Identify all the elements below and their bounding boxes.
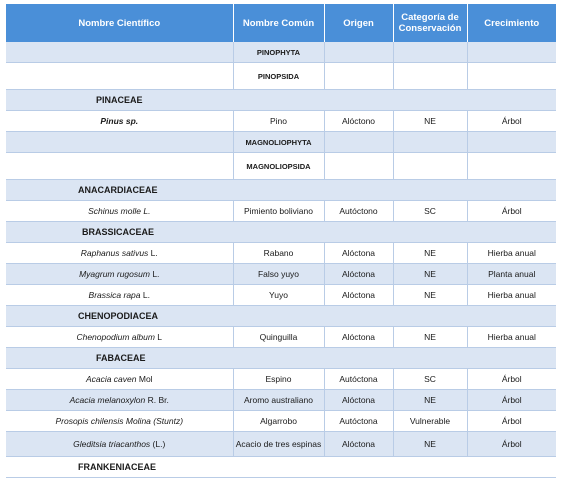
- col-header-growth: Crecimiento: [467, 4, 556, 42]
- class-row: [6, 63, 556, 90]
- class-name: PINOPSIDA: [233, 63, 324, 90]
- scientific-name: Acacia melanoxylon: [69, 395, 146, 405]
- growth-cell: Árbol: [467, 201, 556, 222]
- family-row: [6, 180, 556, 201]
- common-name-cell: Espino: [233, 369, 324, 390]
- growth-cell: Árbol: [467, 411, 556, 432]
- empty-cell: [324, 132, 393, 153]
- class-row: [6, 153, 556, 180]
- class-label-cell: [6, 63, 233, 90]
- empty-cell: [324, 42, 393, 63]
- conservation-cell: NE: [393, 111, 467, 132]
- empty-cell: [467, 132, 556, 153]
- family-label-cell: [6, 222, 556, 243]
- author-abbreviation: L: [154, 332, 163, 342]
- common-name-cell: Quinguilla: [233, 327, 324, 348]
- origin-cell: Alóctona: [324, 264, 393, 285]
- origin-cell: Alóctona: [324, 327, 393, 348]
- table-header: [6, 4, 556, 42]
- empty-cell: [393, 63, 467, 90]
- common-name-cell: Falso yuyo: [233, 264, 324, 285]
- growth-cell: Árbol: [467, 111, 556, 132]
- origin-cell: Autóctona: [324, 411, 393, 432]
- conservation-cell: SC: [393, 369, 467, 390]
- scientific-name-cell: [6, 285, 233, 306]
- family-label-cell: [6, 90, 556, 111]
- scientific-name: Raphanus sativus: [80, 248, 149, 258]
- conservation-cell: Vulnerable: [393, 411, 467, 432]
- conservation-cell: SC: [393, 201, 467, 222]
- scientific-name: Schinus molle L.: [88, 206, 151, 216]
- common-name-cell: Pimiento boliviano: [233, 201, 324, 222]
- common-name-cell: Pino: [233, 111, 324, 132]
- author-abbreviation: (L.): [150, 439, 166, 449]
- scientific-name: Chenopodium album: [76, 332, 155, 342]
- conservation-cell: NE: [393, 264, 467, 285]
- species-table: [6, 4, 556, 478]
- family-name: BRASSICACEAE: [82, 227, 155, 237]
- family-row: [6, 348, 556, 369]
- species-row: [6, 264, 556, 285]
- empty-cell: [467, 42, 556, 63]
- species-row: [6, 390, 556, 411]
- family-row: [6, 306, 556, 327]
- author-abbreviation: Mol: [136, 374, 153, 384]
- family-row: [6, 457, 556, 478]
- growth-cell: Hierba anual: [467, 243, 556, 264]
- division-name: MAGNOLIOPHYTA: [233, 132, 324, 153]
- division-row: [6, 42, 556, 63]
- empty-cell: [324, 153, 393, 180]
- conservation-cell: NE: [393, 432, 467, 457]
- col-header-scientific-name: Nombre Científico: [6, 4, 233, 42]
- family-label-cell: [6, 348, 556, 369]
- scientific-name: Prosopis chilensis Molina (Stuntz): [55, 416, 184, 426]
- table-body: [6, 42, 556, 478]
- division-label-cell: [6, 42, 233, 63]
- empty-cell: [393, 153, 467, 180]
- common-name-cell: Algarrobo: [233, 411, 324, 432]
- species-row: [6, 111, 556, 132]
- header-row: [6, 4, 556, 42]
- origin-cell: Alóctona: [324, 285, 393, 306]
- scientific-name: Gleditsia triacanthos: [73, 439, 151, 449]
- family-row: [6, 90, 556, 111]
- growth-cell: Hierba anual: [467, 327, 556, 348]
- family-label-cell: [6, 306, 556, 327]
- scientific-name-cell: [6, 327, 233, 348]
- author-abbreviation: L.: [140, 290, 150, 300]
- species-row: [6, 285, 556, 306]
- origin-cell: Autóctona: [324, 369, 393, 390]
- scientific-name: Acacia caven: [85, 374, 137, 384]
- family-name: ANACARDIACEAE: [78, 185, 158, 195]
- division-name: PINOPHYTA: [233, 42, 324, 63]
- scientific-name-cell: [6, 264, 233, 285]
- author-abbreviation: L.: [148, 248, 158, 258]
- empty-cell: [393, 132, 467, 153]
- family-name: PINACEAE: [96, 95, 143, 105]
- scientific-name-cell: [6, 432, 233, 457]
- scientific-name-cell: [6, 201, 233, 222]
- origin-cell: Alóctona: [324, 432, 393, 457]
- class-name: MAGNOLIOPSIDA: [233, 153, 324, 180]
- family-name: FABACEAE: [96, 353, 146, 363]
- col-header-origin: Origen: [324, 4, 393, 42]
- scientific-name: Myagrum rugosum: [79, 269, 150, 279]
- species-row: [6, 411, 556, 432]
- division-label-cell: [6, 132, 233, 153]
- empty-cell: [324, 63, 393, 90]
- species-row: [6, 327, 556, 348]
- empty-cell: [467, 153, 556, 180]
- family-row: [6, 222, 556, 243]
- conservation-cell: NE: [393, 327, 467, 348]
- species-row: [6, 432, 556, 457]
- author-abbreviation: R. Br.: [145, 395, 169, 405]
- common-name-cell: Aromo australiano: [233, 390, 324, 411]
- origin-cell: Autóctono: [324, 201, 393, 222]
- class-label-cell: [6, 153, 233, 180]
- common-name-cell: Acacio de tres espinas: [233, 432, 324, 457]
- conservation-cell: NE: [393, 285, 467, 306]
- species-row: [6, 243, 556, 264]
- origin-cell: Alóctona: [324, 390, 393, 411]
- scientific-name-cell: [6, 369, 233, 390]
- origin-cell: Alóctona: [324, 243, 393, 264]
- scientific-name-cell: [6, 243, 233, 264]
- family-label-cell: [6, 180, 556, 201]
- scientific-name-cell: [6, 411, 233, 432]
- conservation-cell: NE: [393, 390, 467, 411]
- col-header-common-name: Nombre Común: [233, 4, 324, 42]
- division-row: [6, 132, 556, 153]
- growth-cell: Árbol: [467, 369, 556, 390]
- growth-cell: Árbol: [467, 432, 556, 457]
- common-name-cell: Rabano: [233, 243, 324, 264]
- species-row: [6, 369, 556, 390]
- growth-cell: Planta anual: [467, 264, 556, 285]
- family-label-cell: [6, 457, 556, 478]
- species-row: [6, 201, 556, 222]
- growth-cell: Árbol: [467, 390, 556, 411]
- scientific-name: Brassica rapa: [88, 290, 141, 300]
- species-table-container: [6, 4, 556, 478]
- empty-cell: [467, 63, 556, 90]
- conservation-cell: NE: [393, 243, 467, 264]
- family-name: CHENOPODIACEA: [78, 311, 159, 321]
- family-name: FRANKENIACEAE: [78, 462, 157, 472]
- scientific-name-cell: [6, 390, 233, 411]
- author-abbreviation: L.: [149, 269, 160, 279]
- scientific-name: Pinus sp.: [100, 116, 139, 126]
- col-header-conservation: Categoría de Conservación: [393, 4, 467, 42]
- scientific-name-cell: [6, 111, 233, 132]
- empty-cell: [393, 42, 467, 63]
- common-name-cell: Yuyo: [233, 285, 324, 306]
- growth-cell: Hierba anual: [467, 285, 556, 306]
- origin-cell: Alóctono: [324, 111, 393, 132]
